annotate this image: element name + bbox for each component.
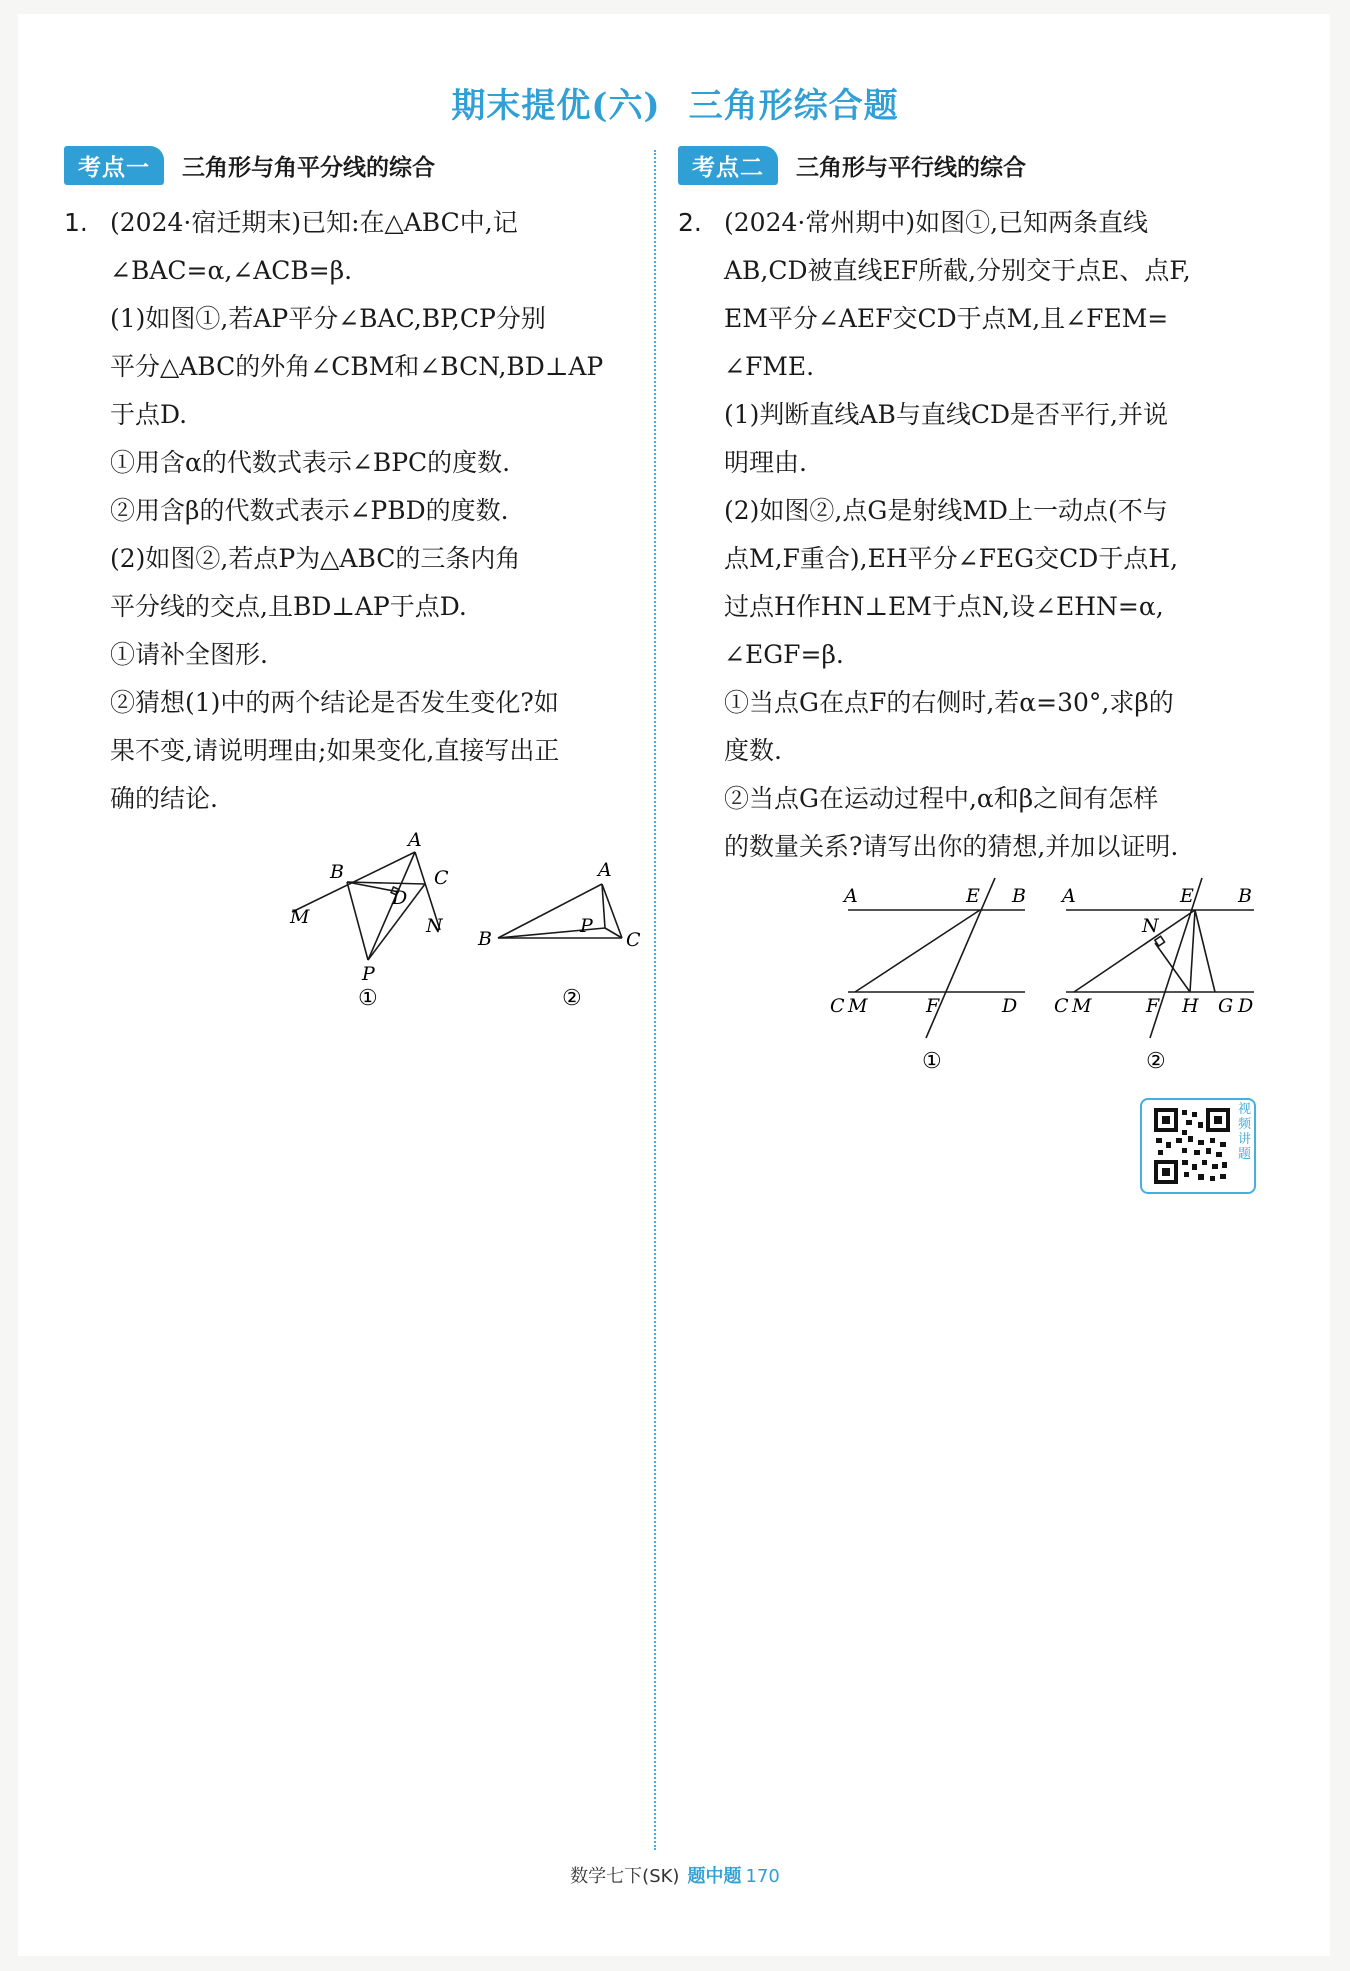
fig4-label-f: F xyxy=(1146,995,1160,1017)
section-title-2: 三角形与平行线的综合 xyxy=(796,154,1026,181)
question-line: EM平分∠AEF交CD于点M,且∠FEM= xyxy=(724,304,1169,333)
question-line: 于点D. xyxy=(110,400,188,429)
fig1-label-b: B xyxy=(330,861,344,883)
question-line: (2024·宿迁期末)已知:在△ABC中,记 xyxy=(110,208,518,237)
fig4-label-m: M xyxy=(1072,995,1092,1017)
fig1-label-m: M xyxy=(290,906,310,928)
section-head-2 xyxy=(678,145,1268,185)
left-column xyxy=(64,145,654,823)
title-part1: 期末提优(六) xyxy=(451,86,661,126)
question-line: 明理由. xyxy=(724,448,807,477)
section-title-1: 三角形与角平分线的综合 xyxy=(182,154,435,181)
footer-series: 题中题 xyxy=(687,1866,742,1887)
question-line: ∠FME. xyxy=(724,352,815,381)
figure-1-1 xyxy=(292,852,440,960)
fig3-label-a: A xyxy=(844,885,858,907)
qr-label: 视频讲题 xyxy=(1238,1102,1252,1162)
figure-1-2 xyxy=(498,884,622,938)
section-badge-2: 考点二 xyxy=(678,146,778,185)
question-line: (1)判断直线AB与直线CD是否平行,并说 xyxy=(724,400,1168,429)
fig4-label-n: N xyxy=(1142,915,1159,937)
fig3-label-e: E xyxy=(966,885,980,907)
question-line: (2)如图②,点G是射线MD上一动点(不与 xyxy=(724,496,1168,525)
fig1-label-c: C xyxy=(434,867,449,889)
question-line: 确的结论. xyxy=(110,784,218,813)
fig4-caption: ② xyxy=(1146,1049,1166,1074)
fig1-label-a: A xyxy=(408,829,422,851)
fig3-label-b: B xyxy=(1012,885,1026,907)
question-line: 度数. xyxy=(724,736,782,765)
fig3-label-d: D xyxy=(1002,995,1018,1017)
fig2-label-b: B xyxy=(478,928,492,950)
fig2-caption: ② xyxy=(562,986,582,1011)
fig3-label-m: M xyxy=(848,995,868,1017)
fig4-label-h: H xyxy=(1182,995,1199,1017)
question-number: 2. xyxy=(678,208,702,237)
question-line: 的数量关系?请写出你的猜想,并加以证明. xyxy=(724,832,1179,861)
question-line: (2)如图②,若点P为△ABC的三条内角 xyxy=(110,544,521,573)
question-line: ①当点G在点F的右侧时,若α=30°,求β的 xyxy=(724,688,1174,717)
question-line: (1)如图①,若AP平分∠BAC,BP,CP分别 xyxy=(110,304,546,333)
fig1-caption: ① xyxy=(358,986,378,1011)
question-2 xyxy=(678,199,1268,871)
question-line: ②猜想(1)中的两个结论是否发生变化?如 xyxy=(110,688,559,717)
fig2-label-a: A xyxy=(598,859,612,881)
fig3-label-f: F xyxy=(926,995,940,1017)
fig4-label-c: C xyxy=(1054,995,1069,1017)
fig4-label-d: D xyxy=(1238,995,1254,1017)
fig3-label-c: C xyxy=(830,995,845,1017)
question-1 xyxy=(64,199,654,823)
right-column xyxy=(678,145,1268,871)
question-line: (2024·常州期中)如图①,已知两条直线 xyxy=(724,208,1149,237)
page-footer xyxy=(0,1862,1350,1888)
fig1-label-d: D xyxy=(392,887,408,909)
fig1-label-n: N xyxy=(426,915,443,937)
question-line: 点M,F重合),EH平分∠FEG交CD于点H, xyxy=(724,544,1179,573)
question-line: ∠BAC=α,∠ACB=β. xyxy=(110,256,353,285)
column-divider xyxy=(654,150,656,1850)
fig4-label-e: E xyxy=(1180,885,1194,907)
question-line: 过点H作HN⊥EM于点N,设∠EHN=α, xyxy=(724,592,1164,621)
section-head-1 xyxy=(64,145,654,185)
question-line: ①用含α的代数式表示∠BPC的度数. xyxy=(110,448,511,477)
footer-book: 数学七下(SK) xyxy=(570,1866,680,1887)
question-line: ②用含β的代数式表示∠PBD的度数. xyxy=(110,496,509,525)
fig4-label-a: A xyxy=(1062,885,1076,907)
fig2-label-c: C xyxy=(626,929,641,951)
question-line: ∠EGF=β. xyxy=(724,640,844,669)
section-badge-1: 考点一 xyxy=(64,146,164,185)
fig2-label-p: P xyxy=(580,915,593,937)
question-line: 平分△ABC的外角∠CBM和∠BCN,BD⊥AP xyxy=(110,352,604,381)
right-figures xyxy=(820,870,1270,1085)
question-number: 1. xyxy=(64,208,88,237)
title-part2: 三角形综合题 xyxy=(688,86,899,126)
question-line: ②当点G在运动过程中,α和β之间有怎样 xyxy=(724,784,1159,813)
left-figures xyxy=(280,820,650,1020)
question-line: 平分线的交点,且BD⊥AP于点D. xyxy=(110,592,467,621)
page-number: 170 xyxy=(745,1866,780,1887)
question-line: AB,CD被直线EF所截,分别交于点E、点F, xyxy=(724,256,1191,285)
fig4-label-b: B xyxy=(1238,885,1252,907)
question-line: 果不变,请说明理由;如果变化,直接写出正 xyxy=(110,736,560,765)
fig1-label-p: P xyxy=(362,963,375,985)
question-line: ①请补全图形. xyxy=(110,640,268,669)
page-title xyxy=(0,78,1350,127)
fig3-caption: ① xyxy=(922,1049,942,1074)
fig4-label-g: G xyxy=(1218,995,1234,1017)
